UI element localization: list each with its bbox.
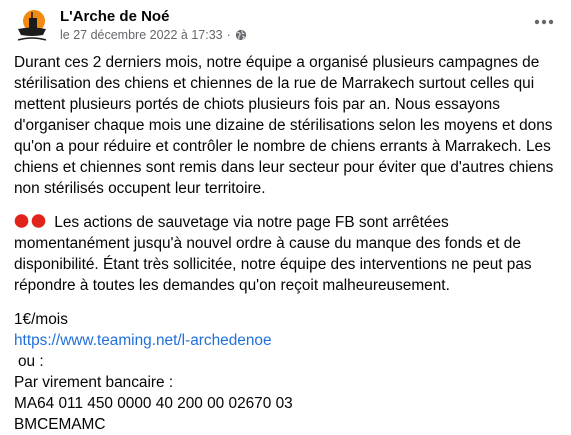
post-meta [60, 28, 247, 42]
ellipsis-icon [534, 19, 554, 25]
meta-separator: · [226, 28, 231, 42]
bic-text: BMCEMAMC [14, 416, 106, 433]
bank-transfer-label: Par virement bancaire : [14, 374, 174, 391]
iban-text: MA64 011 450 0000 40 200 00 02670 03 [14, 395, 293, 412]
price-text: 1€/mois [14, 311, 68, 328]
donation-block [14, 309, 566, 435]
more-options-button[interactable] [529, 10, 559, 34]
post-timestamp[interactable]: le 27 décembre 2022 à 17:33 [60, 28, 223, 42]
donation-link[interactable]: https://www.teaming.net/l-archedenoe [14, 332, 272, 349]
page-avatar[interactable] [12, 6, 52, 46]
post-content [14, 52, 566, 435]
page-name[interactable]: L'Arche de Noé [60, 8, 170, 25]
paragraph-2-text: Les actions de sauvetage via notre page FB sont arrêtées momentanément jusqu'à nouvel ordre à cause du manque des fonds et de disponibilité. Étant très sollicitée, notre équipe des interventions ne peut pas répondre à toutes les demandes qu'on reçoit malheureusement. [14, 214, 532, 294]
post-paragraph-2 [14, 212, 566, 296]
or-text: ou : [18, 353, 44, 370]
globe-icon [235, 29, 247, 41]
arche-logo-icon [12, 6, 52, 46]
red-circles-icon [14, 213, 48, 229]
post-paragraph-1: Durant ces 2 derniers mois, notre équipe a organisé plusieurs campagnes de stérilisation des chiens et chiennes de la rue de Marrakech surtout celles qui mettent plusieurs portés de chiots plusieurs fois par an. Nous essayons d'organiser chaque mois une dizaine de stérilisations selon les moyens et dons qu'on a pour réduire et contrôler le nombre de chiens errants à Marrakech. Les chiens et chiennes sont remis dans leur secteur pour éviter que d'autres chiens non stérilisés occupent leur territoire. [14, 54, 554, 197]
post-header [12, 6, 559, 46]
